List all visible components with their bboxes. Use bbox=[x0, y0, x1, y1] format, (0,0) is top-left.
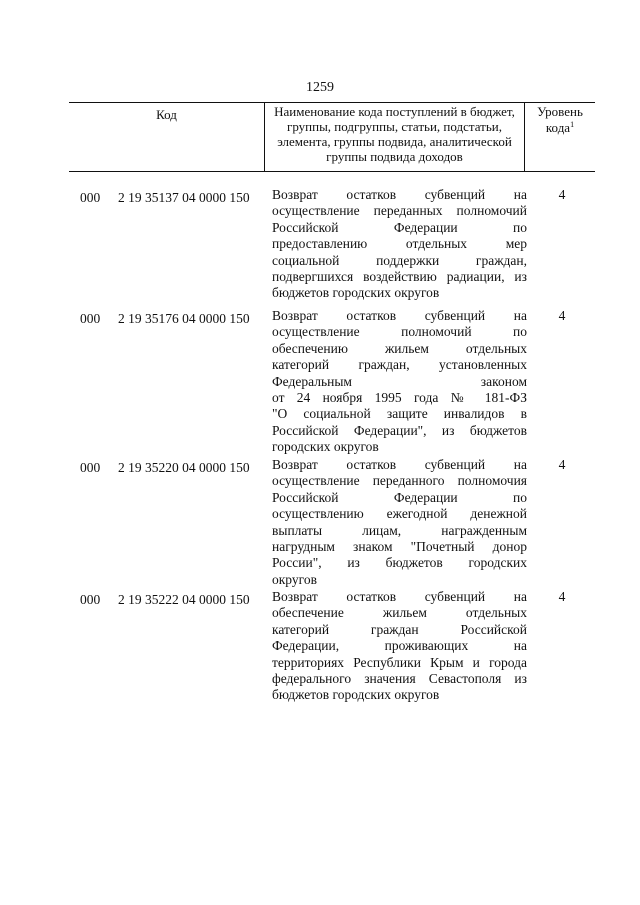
description-line: округов bbox=[272, 571, 317, 587]
table-header bbox=[69, 102, 595, 172]
row-level: 4 bbox=[558, 457, 566, 472]
description-line: обеспечению жильем отдельных bbox=[272, 340, 527, 356]
description-line: Российской Федерации", из бюджетов bbox=[272, 422, 527, 438]
row-level: 4 bbox=[558, 187, 566, 202]
header-level-footnote: 1 bbox=[570, 120, 575, 129]
row-prefix: 000 bbox=[80, 460, 101, 475]
description-line: бюджетов городских округов bbox=[272, 285, 440, 301]
row-prefix: 000 bbox=[80, 190, 101, 205]
description-line: социальной поддержки граждан, bbox=[272, 252, 527, 268]
description-line: "О социальной защите инвалидов в bbox=[272, 406, 527, 422]
description-line: Возврат остатков субвенций на bbox=[272, 589, 527, 604]
description-line: федерального значения Севастополя из bbox=[272, 671, 527, 687]
description-line: Российской Федерации по bbox=[272, 489, 527, 505]
description-line: Возврат остатков субвенций на bbox=[272, 187, 527, 202]
description-line: предоставлению отдельных мер bbox=[272, 236, 527, 252]
description-line: осуществлению ежегодной денежной bbox=[272, 506, 527, 522]
description-line: обеспечение жильем отдельных bbox=[272, 605, 527, 621]
page-number: 1259 bbox=[306, 80, 334, 95]
description-line: осуществление переданных полномочий bbox=[272, 203, 527, 219]
header-name: Наименование кода поступлений в бюджет, группы, подгруппы, статьи, подстатьи, элемента, группы подвида, аналитической группы подвида доходов bbox=[265, 103, 525, 171]
row-code: 2 19 35220 04 0000 150 bbox=[118, 460, 250, 475]
description-line: категорий граждан Российской bbox=[272, 621, 527, 637]
row-description bbox=[272, 187, 527, 302]
row-prefix: 000 bbox=[80, 311, 101, 326]
row-level: 4 bbox=[558, 589, 566, 604]
row-level: 4 bbox=[558, 308, 566, 323]
row-code: 2 19 35137 04 0000 150 bbox=[118, 190, 250, 205]
description-line: нагрудным знаком "Почетный донор bbox=[272, 539, 527, 555]
description-line: Федеральным законом bbox=[272, 373, 527, 389]
description-line: категорий граждан, установленных bbox=[272, 357, 527, 373]
description-line: осуществление переданного полномочия bbox=[272, 473, 527, 489]
description-line: выплаты лицам, награжденным bbox=[272, 522, 527, 538]
row-code: 2 19 35222 04 0000 150 bbox=[118, 592, 250, 607]
row-description bbox=[272, 589, 527, 704]
row-prefix: 000 bbox=[80, 592, 101, 607]
description-line: от 24 ноября 1995 года № 181-ФЗ bbox=[272, 390, 527, 406]
header-level bbox=[525, 103, 595, 171]
description-line: территориях Республики Крым и города bbox=[272, 654, 527, 670]
description-line: Возврат остатков субвенций на bbox=[272, 457, 527, 472]
header-code: Код bbox=[69, 103, 265, 171]
row-description bbox=[272, 308, 527, 456]
description-line: Федерации, проживающих на bbox=[272, 638, 527, 654]
description-line: осуществление полномочий по bbox=[272, 324, 527, 340]
header-level-label: Уровень кода bbox=[537, 104, 583, 135]
row-description bbox=[272, 457, 527, 588]
description-line: бюджетов городских округов bbox=[272, 687, 440, 703]
description-line: Российской Федерации по bbox=[272, 219, 527, 235]
row-code: 2 19 35176 04 0000 150 bbox=[118, 311, 250, 326]
description-line: городских округов bbox=[272, 439, 379, 455]
description-line: Возврат остатков субвенций на bbox=[272, 308, 527, 323]
description-line: подвергшихся воздействию радиации, из bbox=[272, 269, 527, 285]
description-line: России", из бюджетов городских bbox=[272, 555, 527, 571]
